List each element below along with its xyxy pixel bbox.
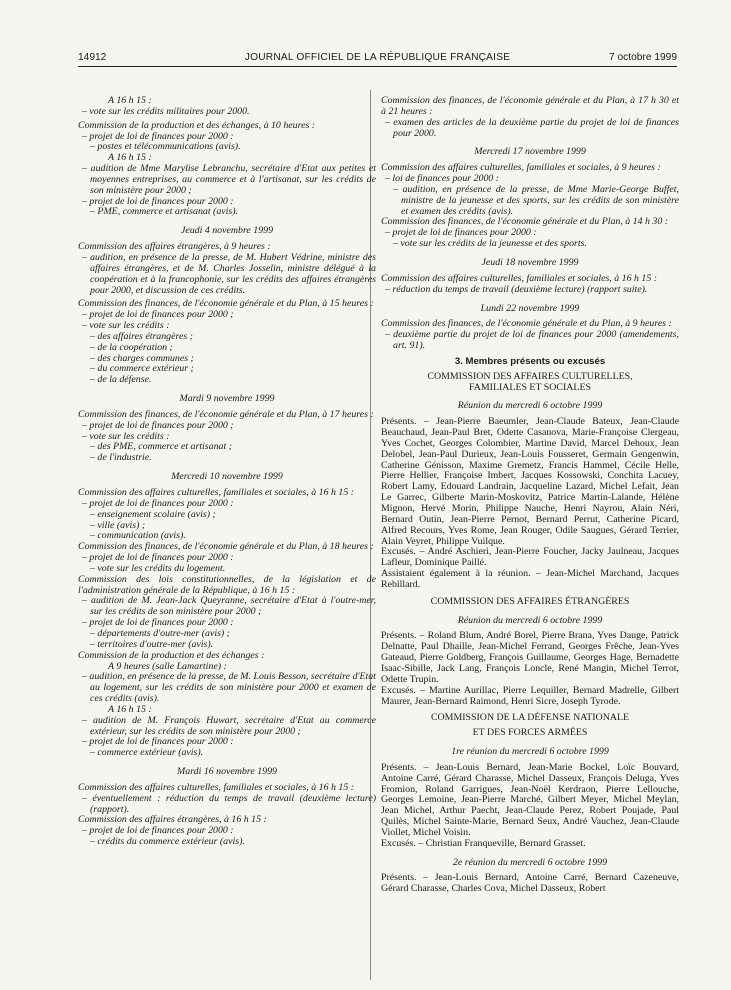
left-column-paragraph: – projet de loi de finances pour 2000 : xyxy=(82,825,234,837)
left-column-paragraph: – PME, commerce et artisanat (avis). xyxy=(90,206,238,218)
right-column-paragraph: Assistaient également à la réunion. – Jean-Michel Marchand, Jacques Rebillard. xyxy=(381,568,679,590)
right-column-paragraph: FAMILIALES ET SOCIALES xyxy=(469,381,591,393)
right-column-paragraph: Jeudi 18 novembre 1999 xyxy=(481,256,579,268)
right-column-paragraph: Excusés. – Martine Aurillac, Pierre Lequiller, Bernard Madrelle, Gilbert Maurer, Jean-Bernard Raimond, Henri Sicre, Joseph Tyrode. xyxy=(381,684,679,707)
left-column-paragraph: A 9 heures (salle Lamartine) : xyxy=(108,660,227,672)
right-column-paragraph: – réduction du temps de travail (deuxième lecture) (rapport suite). xyxy=(385,283,648,295)
right-column-paragraph: – examen des articles de la deuxième partie du projet de loi de finances pour 2000. xyxy=(385,116,679,139)
right-column-paragraph: Commission des affaires culturelles, familiales et sociales, à 16 h 15 : xyxy=(381,272,658,284)
right-column-paragraph: Présents. – Roland Blum, André Borel, Pierre Brana, Yves Dauge, Patrick Delnatte, Paul Dhaille, Jean-Michel Ferrand, Georges Frêche, Jean-Yves Gateaud, Pierre Goldberg, François Guillaume, Georges Hage, Bernadette Isaac-Sibille, Jack Lang, François Loncle, René Mangin, Michel Terrot, Odette Trupin. xyxy=(381,630,679,685)
left-column-paragraph: – de l'industrie. xyxy=(90,452,152,464)
left-column-paragraph: Commission des affaires culturelles, familiales et sociales, à 16 h 15 : xyxy=(78,781,355,793)
left-column-paragraph: – projet de loi de finances pour 2000 ; xyxy=(82,419,234,431)
right-column-paragraph: Lundi 22 novembre 1999 xyxy=(480,302,580,314)
left-column-paragraph: – audition de Mme Marylise Lebranchu, secrétaire d'Etat aux petites et moyennes entreprises, au commerce et à l'artisanat, sur les crédits de son ministère pour 2000 ; xyxy=(82,163,376,196)
left-column-paragraph: Commission de la production et des échanges, à 10 heures : xyxy=(78,119,316,131)
issue-date: 7 octobre 1999 xyxy=(609,52,677,63)
left-column-paragraph: – audition, en présence de la presse, de M. Louis Besson, secrétaire d'Etat au logement, sur les crédits de son ministère pour 2000 et examen de ces crédits (avis). xyxy=(82,671,376,705)
left-column-paragraph: Mardi 16 novembre 1999 xyxy=(177,766,277,778)
journal-title: JOURNAL OFFICIEL DE LA RÉPUBLIQUE FRANÇAISE xyxy=(244,52,511,63)
left-column-paragraph: – des charges communes ; xyxy=(90,352,194,364)
header-rule xyxy=(78,66,677,67)
right-column-paragraph: 3. Membres présents ou excusés xyxy=(454,355,606,367)
left-column-paragraph: – projet de loi de finances pour 2000 : xyxy=(82,617,234,629)
left-column-paragraph: A 16 h 15 : xyxy=(108,703,152,715)
left-column-paragraph: Commission des finances, de l'économie générale et du Plan, à 15 heures : xyxy=(78,298,374,310)
left-column-paragraph: – vote sur les crédits militaires pour 2000. xyxy=(82,105,250,117)
right-column-paragraph: – projet de loi de finances pour 2000 : xyxy=(385,227,537,239)
left-column-paragraph: Mercredi 10 novembre 1999 xyxy=(171,471,283,483)
left-column-paragraph: Commission des affaires étrangères, à 9 heures : xyxy=(78,241,271,253)
left-column-paragraph: – commerce extérieur (avis). xyxy=(90,747,204,759)
left-column-paragraph: – vote sur les crédits : xyxy=(82,320,170,332)
left-column-paragraph: Commission des finances, de l'économie générale et du Plan, à 18 heures : xyxy=(78,541,374,553)
right-column-paragraph: Présents. – Jean-Pierre Baeumler, Jean-Claude Bateux, Jean-Claude Beauchaud, Jean-Paul Bret, Odette Casanova, Marie-Françoise Clergeau, Yves Cochet, Georges Colombier, Martine David, Marcel Dehoux, Jean Delobel, Jean-Paul Durieux, Jean-Louis Fousseret, Germain Gengenwin, Catherine Génisson, Maxime Gremetz, Francis Hammel, Cécile Helle, Pierre Hellier, Françoise Imbert, Jacques Kossowski, Conchita Lacuey, Robert Lamy, Edouard Landrain, Jacqueline Lazard, Michel Lefait, Jean Le Garrec, Gilberte Marin-Moskovitz, Patrice Martin-Lalande, Hélène Mignon, Hervé Morin, Philippe Nauche, Henri Nayrou, Alain Néri, Bernard Outin, Jean-Pierre Pernot, Bernard Perrut, Catherine Picard, Alfred Recours, Yves Rome, Jean Rouger, Odile Saugues, Gérard Terrier, Alain Veyret, Philippe Vuilque. xyxy=(381,416,679,547)
left-column-paragraph: – communication (avis). xyxy=(90,530,186,542)
right-column-paragraph: Réunion du mercredi 6 octobre 1999 xyxy=(457,614,603,626)
right-column-paragraph: COMMISSION DES AFFAIRES ÉTRANGÈRES xyxy=(430,595,630,607)
left-column-paragraph: A 16 h 15 : xyxy=(108,95,152,106)
left-column-paragraph: Commission des finances, de l'économie générale et du Plan, à 17 heures : xyxy=(78,408,374,420)
right-column-paragraph: – audition, en présence de la presse, de Mme Marie-George Buffet, ministre de la jeunesse et des sports, sur les crédits de son ministère et examen des crédits (avis). xyxy=(393,183,679,217)
right-column-paragraph: Commission des finances, de l'économie générale et du Plan, à 14 h 30 : xyxy=(381,216,669,228)
right-column-paragraph: 1re réunion du mercredi 6 octobre 1999 xyxy=(451,746,609,758)
left-column-paragraph: – audition de M. François Huwart, secrétaire d'Etat au commerce extérieur, sur les crédits de son ministère pour 2000 ; xyxy=(82,714,376,737)
left-column-paragraph: – ville (avis) ; xyxy=(90,519,146,531)
right-column-paragraph: Présents. – Jean-Louis Bernard, Antoine Carré, Bernard Cazeneuve, Gérard Charasse, Charles Cova, Michel Dasseux, Robert xyxy=(381,872,679,895)
right-column-paragraph: ET DES FORCES ARMÉES xyxy=(472,727,588,739)
right-column-paragraph: 2e réunion du mercredi 6 octobre 1999 xyxy=(452,856,608,868)
right-column-paragraph: Réunion du mercredi 6 octobre 1999 xyxy=(457,400,603,412)
left-column-paragraph: – projet de loi de finances pour 2000 : xyxy=(82,497,234,509)
left-column-paragraph: – projet de loi de finances pour 2000 : xyxy=(82,552,234,564)
right-column-paragraph: Excusés. – Christian Franqueville, Bernard Grasset. xyxy=(381,837,586,849)
right-column-paragraph: COMMISSION DE LA DÉFENSE NATIONALE xyxy=(430,712,630,724)
left-column-paragraph: – de la coopération ; xyxy=(90,341,173,353)
right-column-paragraph: Commission des finances, de l'économie générale et du Plan, à 17 h 30 et à 21 heures : xyxy=(381,95,679,117)
left-column-paragraph: Commission des affaires étrangères, à 16 h 15 : xyxy=(78,814,267,826)
left-column-paragraph: – enseignement scolaire (avis) ; xyxy=(90,508,216,520)
page-number: 14912 xyxy=(78,52,107,63)
left-column-paragraph: – départements d'outre-mer (avis) ; xyxy=(90,627,230,639)
left-column-paragraph: – postes et télécommunications (avis). xyxy=(90,141,241,153)
left-column-paragraph: – crédits du commerce extérieur (avis). xyxy=(90,836,245,848)
left-column-paragraph: – vote sur les crédits du logement. xyxy=(90,562,226,574)
left-column-paragraph: – audition, en présence de la presse, de M. Hubert Védrine, ministre des affaires étrangères, et de M. Charles Josselin, ministre délégué à la coopération et à la francophonie, sur les crédits des affaires étrangères pour 2000, et discussion de ces crédits. xyxy=(82,251,376,296)
right-column-paragraph: – loi de finances pour 2000 : xyxy=(385,173,500,185)
right-column-paragraph: – deuxième partie du projet de loi de finances pour 2000 (amendements, art. 91). xyxy=(385,329,679,352)
right-column-paragraph: Commission des affaires culturelles, familiales et sociales, à 9 heures : xyxy=(381,162,661,174)
left-column-paragraph: – territoires d'outre-mer (avis). xyxy=(90,638,214,650)
left-column-paragraph: Jeudi 4 novembre 1999 xyxy=(180,225,274,237)
left-column-paragraph: – des PME, commerce et artisanat ; xyxy=(90,441,232,453)
left-column-paragraph: Commission des affaires culturelles, familiales et sociales, à 16 h 15 : xyxy=(78,487,355,498)
right-column-paragraph: – vote sur les crédits de la jeunesse et des sports. xyxy=(393,238,587,250)
right-column-paragraph: Commission des finances, de l'économie générale et du Plan, à 9 heures : xyxy=(381,318,672,330)
left-column-paragraph: Commission des lois constitutionnelles, de la législation et de l'administration générale de la République, à 16 h 15 : xyxy=(78,573,376,596)
left-column-paragraph: – des affaires étrangères ; xyxy=(90,330,193,342)
right-column-paragraph: Excusés. – André Aschieri, Jean-Pierre Foucher, Jacky Jaulneau, Jacques Lafleur, Dominique Paillé. xyxy=(381,546,679,569)
left-column xyxy=(78,96,376,848)
left-column-paragraph: – éventuellement : réduction du temps de travail (deuxième lecture) (rapport). xyxy=(82,792,376,815)
left-column-paragraph: Commission de la production et des échanges : xyxy=(78,649,265,661)
left-column-paragraph: – projet de loi de finances pour 2000 : xyxy=(82,736,234,748)
page-header xyxy=(78,52,677,66)
right-column-paragraph: COMMISSION DES AFFAIRES CULTURELLES, xyxy=(427,370,633,382)
left-column-paragraph: Mardi 9 novembre 1999 xyxy=(179,393,275,405)
left-column-paragraph: – projet de loi de finances pour 2000 : xyxy=(82,195,234,207)
left-column-paragraph: – vote sur les crédits : xyxy=(82,430,170,442)
right-column-paragraph: Présents. – Jean-Louis Bernard, Jean-Marie Bockel, Loïc Bouvard, Antoine Carré, Gérard Charasse, Michel Dasseux, François Deluga, Yves Fromion, Roland Garrigues, Jean-Noël Kerdraon, Pierre Lellouche, Georges Lemoine, Jean-Pierre Marché, Gilbert Meyer, Michel Meylan, Jean Michel, Arthur Paecht, Jean-Claude Perez, Robert Poujade, Paul Quilès, Michel Sainte-Marie, Bernard Seux, André Vauchez, Jean-Claude Viollet, Michel Voisin. xyxy=(381,761,679,838)
left-column-paragraph: – du commerce extérieur ; xyxy=(90,363,194,375)
left-column-paragraph: – de la défense. xyxy=(90,374,152,386)
left-column-paragraph: – projet de loi de finances pour 2000 : xyxy=(82,130,234,142)
left-column-paragraph: – audition de M. Jean-Jack Queyranne, secrétaire d'Etat à l'outre-mer, sur les crédits de son ministère pour 2000 ; xyxy=(82,595,376,618)
left-column-paragraph: A 16 h 15 : xyxy=(108,152,152,164)
left-column-paragraph: – projet de loi de finances pour 2000 ; xyxy=(82,309,234,321)
right-column-paragraph: Mercredi 17 novembre 1999 xyxy=(474,146,586,158)
right-column xyxy=(381,96,679,895)
